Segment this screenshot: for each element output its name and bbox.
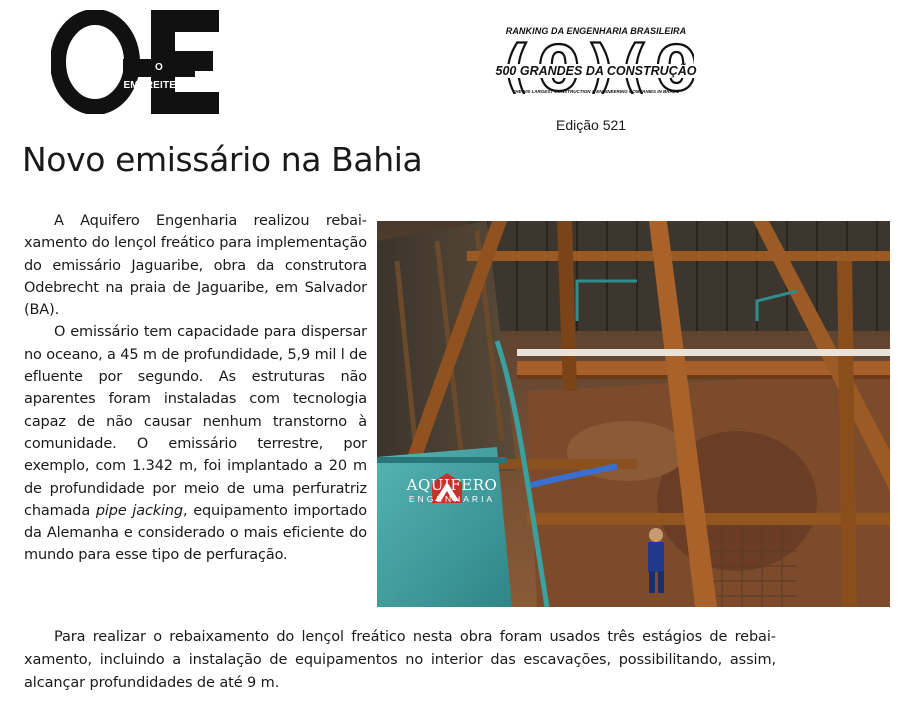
paragraph-2-text: O emissário tem capacidade para dispersar no oceano, a 45 m de profundidade, 5,9 mil l de efluente por segundo. As estruturas não aparentes foram instaladas com tecnologia capaz de não causar nenhum transtorno à comunidade. O emissário terrestre, por exemplo, com 1.342 m, foi implantado a 20 m de profundidade por meio de uma perfuratriz chamada bbox=[24, 324, 367, 519]
paragraph-1: A Aquifero Engenharia realizou rebaixamento do lençol freático para implementação do emissário Jaguaribe, obra da construtora Odebrecht na praia de Jaguaribe, em Salvador (BA). bbox=[24, 213, 367, 319]
closing-paragraph-block bbox=[24, 626, 776, 695]
ranking-badge bbox=[490, 26, 702, 100]
pipe-jacking-term: pipe jacking bbox=[95, 502, 183, 519]
brand-name: AQUIFERO bbox=[406, 476, 498, 494]
ranking-caption: THE 500 LARGEST CONSTRUCTION & ENGINEERING COMPANIES IN BRAZIL bbox=[512, 89, 680, 94]
excavation-photo bbox=[377, 221, 890, 607]
edition-label: Edição 521 bbox=[556, 117, 627, 133]
paragraph-3: Para realizar o rebaixamento do lençol freático nesta obra foram usados três estágios de rebaixamento, incluindo a instalação de equipamentos no interior das escavações, possibilitando, assim, alcançar profundidades de até 9 m. bbox=[24, 629, 776, 691]
o-empreiteiro-logo bbox=[51, 10, 219, 114]
ranking-title: RANKING DA ENGENHARIA BRASILEIRA bbox=[505, 26, 687, 36]
logo-tag: O EMPREITEIRO bbox=[123, 59, 195, 77]
article-column bbox=[24, 210, 367, 567]
ranking-subtitle: 500 GRANDES DA CONSTRUÇÃO bbox=[490, 64, 702, 78]
brand-subtitle: ENGENHARIA bbox=[408, 494, 496, 504]
paragraph-2-tail: , equipamento importado da Alemanha e considerado o mais eficiente do mundo para esse tipo de perfuração. bbox=[24, 502, 367, 564]
paragraph-2 bbox=[24, 321, 367, 566]
article-title: Novo emissário na Bahia bbox=[22, 140, 423, 179]
